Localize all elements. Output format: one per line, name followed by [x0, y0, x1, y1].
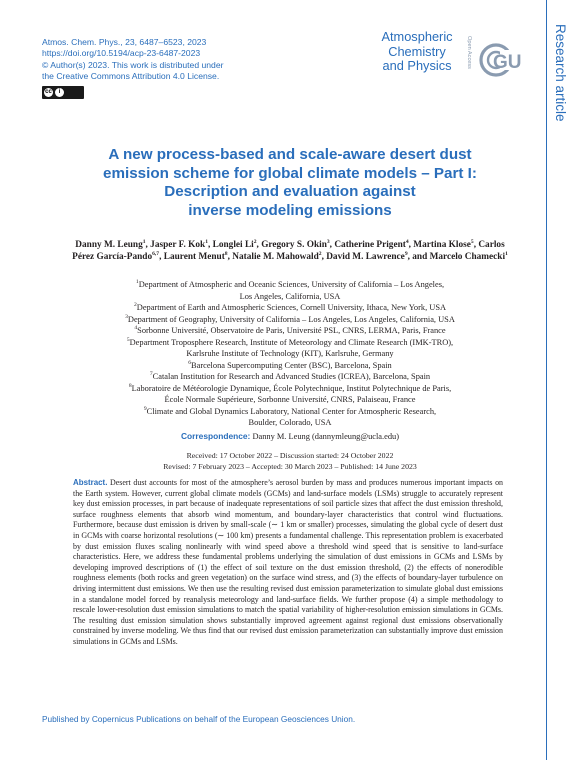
journal-name: [372, 30, 462, 74]
author-affiliation-mark: 4: [405, 238, 409, 245]
title-line: Description and evaluation against: [164, 183, 416, 201]
abstract-label: Abstract.: [73, 478, 108, 487]
affiliation-number: 8: [128, 382, 132, 389]
affiliation-item: $^5$Department Troposphere Research, Institute of Meteorology and Climate Research (IMK-TRO),: [126, 336, 454, 347]
author-affiliation-mark: 1: [205, 238, 208, 245]
author-list: Danny M. Leung$^1$, Jasper F. Kok$^1$, Longlei Li$^2$, Gregory S. Okin$^3$, Catherine Prigent$^4$, Martina Klose$^5$, Carlos Pérez García-Pando$^{6,7}$, Laurent Menut$^8$, Natalie M. Mahowald$^2$, David M. Lawrence$^9$, and Marcelo Chamecki$^1$: [72, 238, 508, 262]
author-name: Longlei Li$^2$: [212, 238, 257, 250]
affiliation-item: $^3$Department of Geography, University of California – Los Angeles, Los Angeles, California, USA: [125, 313, 455, 324]
journal-name-line: and Physics: [382, 58, 452, 74]
author-affiliation-mark: 5: [470, 238, 474, 245]
author-name: David M. Lawrence$^9$: [326, 250, 408, 262]
author-affiliation-mark: 2: [253, 238, 257, 245]
author-name: Natalie M. Mahowald$^2$: [232, 250, 322, 262]
affiliation-item: $^7$Catalan Institution for Research and Advanced Studies (ICREA), Barcelona, Spain: [149, 371, 431, 381]
author-affiliation-mark: 2: [318, 250, 322, 257]
affiliation-item: $^6$Barcelona Supercomputing Center (BSC), Barcelona, Spain: [188, 359, 392, 370]
affiliation-number: 4: [134, 325, 138, 332]
affiliation-number: 2: [133, 302, 137, 309]
author-name: Jasper F. Kok$^1$: [150, 238, 208, 250]
author-affiliation-mark: 9: [404, 250, 408, 257]
publication-dates: [78, 450, 502, 473]
affiliation-number: 6: [188, 359, 192, 366]
title-line: emission scheme for global climate models – Part I:: [103, 164, 477, 182]
affiliation-list: [78, 279, 502, 429]
license-link[interactable]: the Creative Commons Attribution 4.0 License.: [42, 71, 220, 82]
affiliation-item: $^1$Department of Atmospheric and Oceanic Sciences, University of California – Los Angeles,: [135, 279, 445, 289]
article-type-label: Research article: [553, 24, 568, 122]
abstract-text: Desert dust accounts for most of the atmosphere’s aerosol burden by mass and produces numerous important impacts on the Earth system. However, current global climate models (GCMs) and land-surface models (LSMs) struggle to accurately represent key dust emission processes, in part because of inadequate representations of soil particle sizes that affect the dust emission threshold, surface roughness elements that absorb wind momentum, and boundary-layer characteristics that control wind fluctuations. Furthermore, because dust emission is driven by small-scale (∼ 1 km or smaller) processes, simulating the global cycle of desert dust in GCMs with coarse horizontal resolutions (∼ 100 km) presents a fundamental challenge. This representation problem is exacerbated by dust emission fluxes scaling nonlinearly with wind speed above a threshold wind speed that is sensitive to land-surface characteristics. Here, we address these fundamental problems underlying the simulation of dust emissions in GCMs and LSMs by developing improved descriptions of (1) the effect of soil texture on the dust emission threshold, (2) the effects of nonerodible roughness elements (both rocks and green vegetation) on the surface wind stress, and (3) the effects of boundary-layer turbulence on driving intermittent dust emissions. We then use the resulting revised dust emission parameterization to simulate global dust emissions in a standalone model forced by reanalysis meteorology and land-surface fields. We further propose (4) a simple methodology to rescale lower-resolution dust emission simulations to match the spatial variability of higher-resolution emission simulations in GCMs. The resulting dust emission simulation shows substantially improved agreement against regional dust emissions observationally constrained by inverse modeling. We thus find that our revised dust emission parameterization can substantially improve dust emission simulations in GCMs and LSMs.: [73, 478, 504, 646]
affiliation-item: Boulder, Colorado, USA: [248, 418, 332, 427]
paper-title: [60, 146, 520, 221]
author-name: Gregory S. Okin$^3$: [261, 238, 330, 250]
author-name: Danny M. Leung$^1$: [75, 238, 146, 250]
author-name: Marcelo Chamecki$^1$: [429, 250, 508, 262]
author-name: Martina Klose$^5$: [413, 238, 474, 250]
affiliation-item: $^4$Sorbonne Université, Observatoire de Paris, Université PSL, CNRS, LERMA, Paris, France: [134, 325, 446, 335]
cc-by-badge-icon[interactable]: cc i: [42, 86, 84, 99]
affiliation-item: $^2$Department of Earth and Atmospheric Sciences, Cornell University, Ithaca, New York, USA: [133, 302, 447, 312]
affiliation-item: Los Angeles, California, USA: [239, 291, 341, 301]
affiliation-number: 7: [149, 371, 153, 378]
egu-logo-icon: [476, 38, 536, 82]
author-affiliation-mark: 1: [142, 238, 146, 245]
author-name: Catherine Prigent$^4$: [334, 238, 409, 250]
author-affiliation-mark: 3: [326, 238, 330, 245]
affiliation-item: $^8$Laboratoire de Météorologie Dynamique, École Polytechnique, Institut Polytechnique de Paris,: [128, 382, 452, 393]
citation: Atmos. Chem. Phys., 23, 6487–6523, 2023: [42, 37, 207, 47]
affiliation-item: $^9$Climate and Global Dynamics Laboratory, National Center for Atmospheric Research,: [143, 405, 437, 416]
article-header: [42, 37, 302, 99]
svg-text:GU: GU: [493, 52, 522, 73]
affiliation-item: École Normale Supérieure, Sorbonne Université, CNRS, Palaiseau, France: [164, 395, 416, 404]
title-line: A new process-based and scale-aware desert dust: [108, 146, 472, 163]
author-affiliation-mark: 8: [224, 250, 228, 257]
affiliation-number: 3: [125, 313, 128, 320]
dates-line: Received: 17 October 2022 – Discussion started: 24 October 2022: [186, 451, 394, 460]
abstract: [73, 478, 503, 648]
correspondence-label: Correspondence:: [181, 431, 251, 441]
author-name: Carlos Pérez García-Pando$^{6,7}$: [72, 240, 505, 262]
affiliation-item: Karlsruhe Institute of Technology (KIT), Karlsruhe, Germany: [186, 349, 394, 358]
affiliation-number: 9: [143, 405, 147, 412]
affiliation-number: 1: [135, 279, 139, 286]
correspondence: [78, 431, 502, 441]
dates-line: Revised: 7 February 2023 – Accepted: 30 March 2023 – Published: 14 June 2023: [163, 462, 417, 472]
author-affiliation-mark: 1: [505, 250, 508, 257]
correspondence-email[interactable]: Danny M. Leung (dannymleung@ucla.edu): [252, 432, 399, 441]
affiliation-number: 5: [126, 336, 130, 343]
publisher-footer[interactable]: Published by Copernicus Publications on behalf of the European Geosciences Union.: [42, 714, 356, 724]
copyright-notice: © Author(s) 2023. This work is distributed under: [42, 59, 224, 70]
open-access-label: Open Access: [466, 36, 472, 69]
doi-link[interactable]: https://doi.org/10.5194/acp-23-6487-2023: [42, 48, 201, 59]
author-name: Laurent Menut$^8$: [163, 250, 228, 262]
author-affiliation-mark: 6,7: [152, 250, 160, 257]
title-line: inverse modeling emissions: [188, 202, 392, 220]
journal-name-line: Atmospheric: [381, 29, 453, 44]
journal-name-line: Chemistry: [388, 43, 446, 59]
